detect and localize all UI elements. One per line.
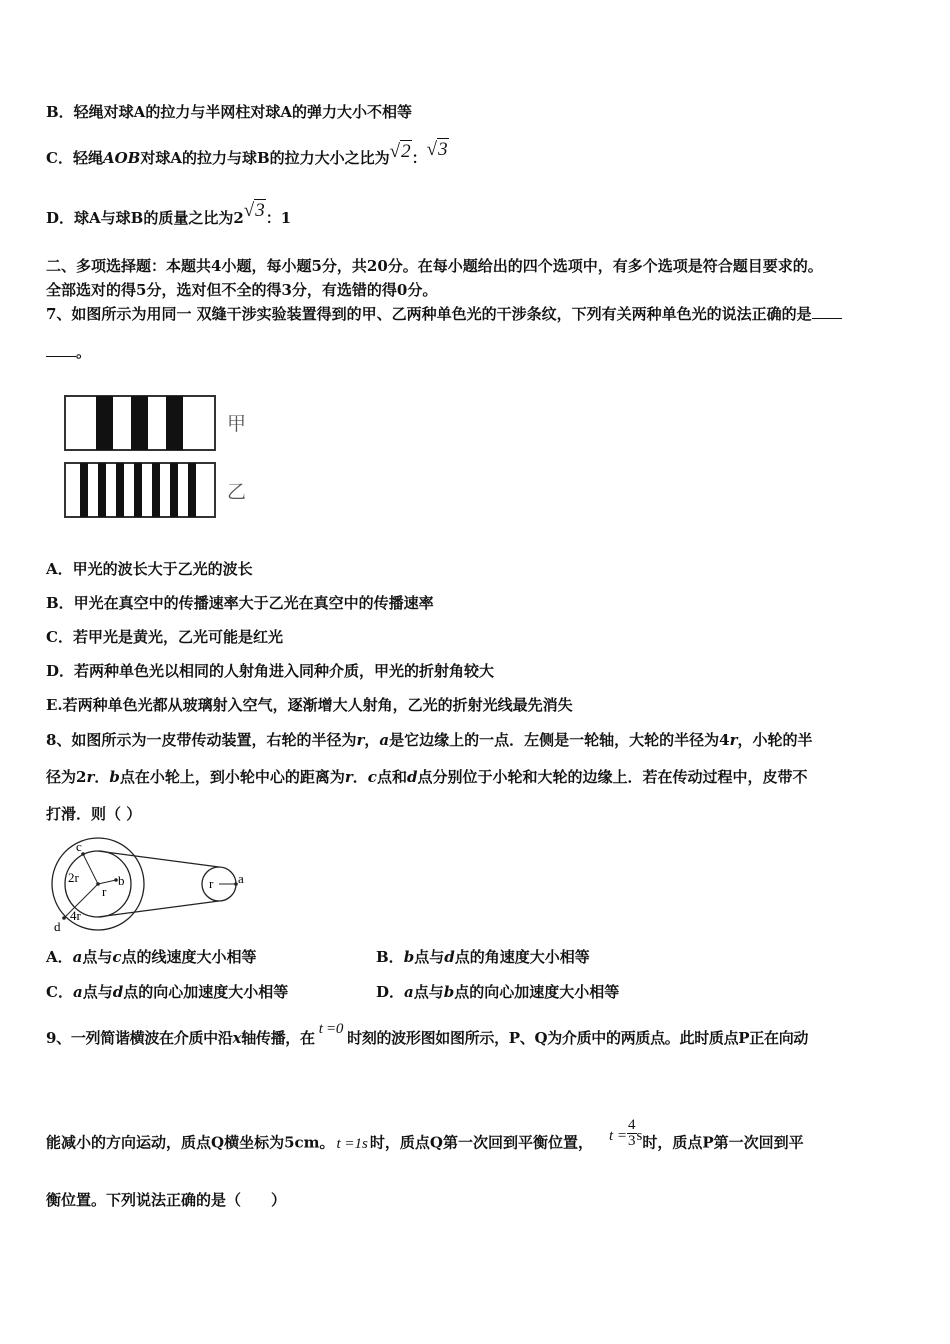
fig-label-r: r [102,884,107,899]
q7-option-d [46,661,494,681]
q8-optA-pre: A． [46,948,73,966]
q7-option-d-text: D．若两种单色光以相同的人射角进入同种介质，甲光的折射角较大 [46,662,495,680]
q6-option-c-colon: ： [411,149,427,167]
interference-fringes-figure [60,392,260,524]
q8-l1d: ，小轮的半 [737,731,813,749]
q9-stem-line2 [46,1117,804,1159]
section2-line2-text: 全部选对的得5分，选对但不全的得3分，有选错的得0分。 [46,281,438,299]
q7-option-e-text: E.若两种单色光都从玻璃射入空气，逐渐增大人射角，乙光的折射光线最先消失 [46,696,573,714]
q8-options-row1 [46,947,590,967]
fig-label-4r: 4r [70,908,81,923]
fraction-denominator: 3 [628,1133,636,1149]
q9-stem-line3 [46,1190,286,1210]
q8-l1r: r [356,731,365,749]
q7-option-e [46,695,573,715]
fringe-yi-1 [80,463,88,517]
q8-l2b: ． [94,768,110,786]
q8-optB-post: 点的角速度大小相等 [454,948,590,966]
fig-label-a: a [238,871,244,886]
q8-optD-mid: 点与 [413,983,444,1001]
section2-line1 [46,256,823,276]
sqrt-3-radicand: 3 [438,139,448,160]
q8-l2d: ． [352,768,368,786]
fringe-yi-3 [116,463,124,517]
fringe-yi-2 [98,463,106,517]
q8-l2f: 点分别位于小轮和大轮的边缘上．若在传动过程中，皮带不 [417,768,808,786]
q6-option-d [46,200,292,228]
q8-optC-post: 点的向心加速度大小相等 [123,983,289,1001]
fringe-jia-1 [96,396,113,450]
q7-option-b-text: B．甲光在真空中的传播速率大于乙光在真空中的传播速率 [46,594,434,612]
point-d [62,916,66,920]
q6-option-c [46,139,449,168]
q6-option-d-pre: D．球A与球B的质量之比为2 [46,209,244,227]
fig-label-b: b [118,873,125,888]
q8-l1a: 8、如图所示为一皮带传动装置，右轮的半径为 [46,731,357,749]
q9-l1a: 9、一列简谐横波在介质中沿 [46,1029,233,1047]
q8-stem-line2 [46,767,807,787]
q8-l1a2: a [379,731,390,749]
section2-line2 [46,280,437,300]
fringe-yi-6 [170,463,178,517]
q8-optC-pre: C． [46,983,73,1001]
q8-l2dd: d [406,768,418,786]
fig-label-2r: 2r [68,870,79,885]
q8-l2e: 点和 [376,768,407,786]
q8-optD-a: a [404,983,414,1001]
q8-optC-mid: 点与 [82,983,113,1001]
q8-optA-a: a [72,948,83,966]
fringe-jia-2 [131,396,148,450]
fringe-jia-3 [166,396,183,450]
q8-l2a: 径为2 [46,768,87,786]
answer-blank-2 [46,342,76,357]
q9-l2b: 时，质点Q第一次回到平衡位置， [369,1133,593,1152]
fringe-yi-4 [134,463,142,517]
section2-line1-text: 二、多项选择题：本题共4小题，每小题5分，共20分。在每小题给出的四个选项中，有多个选项是符合题目要求的。 [46,257,823,275]
q6-option-b-text: B．轻绳对球A的拉力与半网柱对球A的弹力大小不相等 [46,103,412,121]
q7-stem2-end: 。 [76,343,92,361]
q6-option-c-pre: C．轻绳 [46,149,103,167]
fraction-numerator: 4 [628,1117,636,1133]
q8-l3: 打滑．则（ ） [46,805,142,823]
q9-unit-s: s [636,1127,643,1144]
q8-optA-post: 点的线速度大小相等 [121,948,257,966]
fig-label-d: d [54,919,61,934]
q6-option-d-post: ：1 [265,209,292,227]
q8-optD-post: 点的向心加速度大小相等 [454,983,620,1001]
q8-option-d [376,982,619,1002]
sqrt-2: √2 [389,141,411,162]
q6-option-c-aob: AOB [102,149,141,167]
q8-l2r: r [86,768,95,786]
q7-option-a-text: A．甲光的波长大于乙光的波长 [46,560,253,578]
label-jia: 甲 [227,414,247,435]
fig-label-c: c [76,839,82,854]
label-yi: 乙 [227,482,247,503]
sqrt-3-d-radicand: 3 [255,200,265,221]
fig-label-right-r: r [209,876,214,891]
q8-optB-d: d [444,948,455,966]
q9-t0: t =0 [318,1021,344,1037]
answer-blank [812,304,842,319]
q6-option-b [46,102,412,122]
q8-l2cc: c [367,768,377,786]
q9-l2c: 时，质点P第一次回到平 [642,1133,804,1152]
fringe-yi-7 [188,463,196,517]
q8-optB-pre: B． [376,948,404,966]
fraction-4-3 [627,1118,637,1149]
q8-options-row2 [46,982,620,1002]
q8-optA-mid: 点与 [82,948,113,966]
q9-l2a: 能减小的方向运动，质点Q横坐标为5cm。 [46,1133,335,1152]
q8-optB-mid: 点与 [414,948,445,966]
q7-option-c-text: C．若甲光是黄光，乙光可能是红光 [46,628,283,646]
q7-option-b [46,593,434,613]
q8-l2r2: r [344,768,353,786]
q9-l1x: x [232,1029,242,1047]
q8-optC-d: d [112,983,124,1001]
sqrt-3: √3 [426,139,448,160]
q9-t1: t =1s [336,1135,368,1152]
q7-stem-line2 [46,342,91,362]
q6-option-c-post: 对球A的拉力与球B的拉力大小之比为 [140,149,390,167]
q9-stem-line1 [46,1021,809,1049]
q9-t-eq: t = [608,1127,628,1144]
q9-l1b: 轴传播，在 [241,1029,315,1047]
q9-l1c: 时刻的波形图如图所示，P、Q为介质中的两质点。此时质点P正在向动 [347,1029,809,1047]
q7-stem1-text: 7、如图所示为用同一 双缝干涉实验装置得到的甲、乙两种单色光的干涉条纹，下列有关两种单色光的说法正确的是 [46,305,812,323]
q8-l1r2: r [729,731,738,749]
q8-optD-b: b [443,983,455,1001]
q8-l1c: 是它边缘上的一点．左侧是一轮轴，大轮的半径为4 [389,731,730,749]
q8-optB-b: b [403,948,415,966]
q8-l2c: 点在小轮上，到小轮中心的距离为 [119,768,345,786]
q8-stem-line3 [46,804,141,824]
q9-l3: 衡位置。下列说法正确的是（ ） [46,1191,287,1209]
sqrt-3-d: √3 [243,200,265,221]
q8-l2bb: b [109,768,120,786]
q7-option-c [46,627,283,647]
q8-stem-line1 [46,730,812,750]
q8-optC-a: a [72,983,83,1001]
sqrt-2-radicand: 2 [401,141,411,162]
q7-option-a [46,559,253,579]
belt-drive-figure [46,836,256,936]
q8-optD-pre: D． [376,983,405,1001]
fringe-yi-5 [152,463,160,517]
q8-l1b: ， [364,731,380,749]
q8-option-b [376,947,590,967]
axle-center [96,882,100,886]
belt-bottom [98,901,219,917]
radius-c [83,854,98,884]
belt-top [98,851,219,867]
q8-optA-c: c [112,948,122,966]
radius-b [98,880,116,884]
q7-stem-line1 [46,304,842,324]
